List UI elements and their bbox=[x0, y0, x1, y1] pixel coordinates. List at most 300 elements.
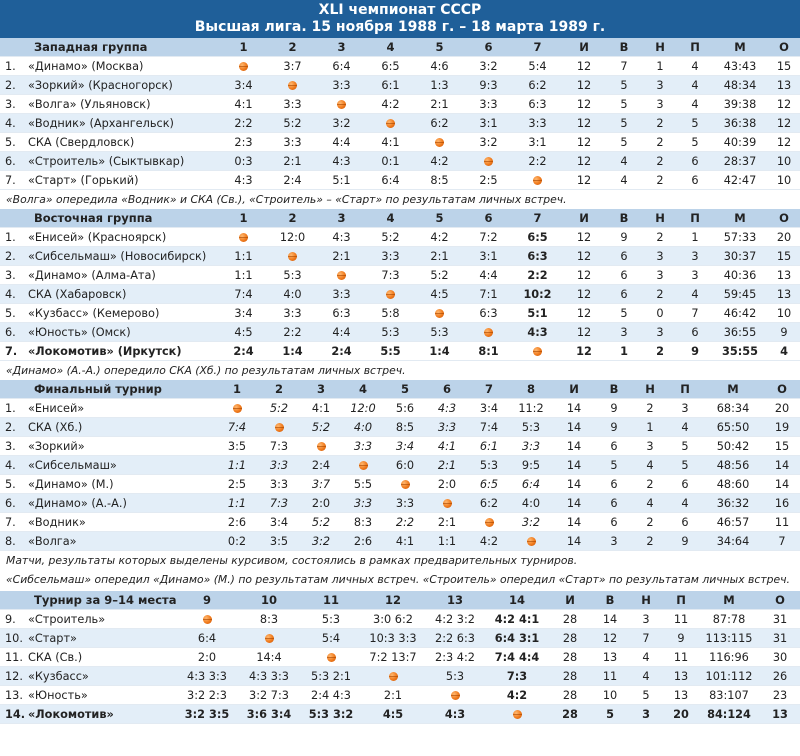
match-score: 2:3 4:2 bbox=[424, 648, 486, 667]
table-row bbox=[0, 76, 800, 95]
team-stat: 12 bbox=[562, 247, 606, 266]
match-score: 5:3 bbox=[300, 610, 362, 629]
match-score: 6:3 bbox=[464, 304, 513, 323]
place-number: 7. bbox=[0, 342, 26, 361]
match-score: 2:2 6:3 bbox=[424, 629, 486, 648]
match-score: 1:1 bbox=[219, 247, 268, 266]
match-score: 6:2 bbox=[513, 76, 562, 95]
stat-column-header: В bbox=[596, 380, 632, 399]
table-row bbox=[0, 686, 800, 705]
team-stat: 14 bbox=[552, 399, 596, 418]
bandy-ball-icon bbox=[533, 347, 542, 356]
stat-column-header: О bbox=[768, 38, 800, 57]
match-score: 4:6 bbox=[415, 57, 464, 76]
place-number: 1. bbox=[0, 228, 26, 247]
place-number: 4. bbox=[0, 285, 26, 304]
self-match-cell bbox=[238, 629, 300, 648]
standings-table bbox=[0, 209, 800, 361]
match-score: 5:3 bbox=[468, 456, 510, 475]
match-score: 2:1 bbox=[426, 456, 468, 475]
match-score: 12:0 bbox=[268, 228, 317, 247]
team-stat: 5 bbox=[606, 304, 642, 323]
place-number: 2. bbox=[0, 418, 26, 437]
place-number: 14. bbox=[0, 705, 26, 724]
team-stat: 48:34 bbox=[712, 76, 768, 95]
group-title: Восточная группа bbox=[0, 209, 219, 228]
match-score: 3:3 bbox=[366, 247, 415, 266]
team-name: «Строитель» bbox=[26, 610, 176, 629]
match-score: 4:3 bbox=[513, 323, 562, 342]
match-score: 4:4 bbox=[317, 323, 366, 342]
table-row bbox=[0, 667, 800, 686]
group-header-row bbox=[0, 591, 800, 610]
match-score: 6:3 bbox=[513, 95, 562, 114]
team-stat: 30 bbox=[760, 648, 800, 667]
team-stat: 4 bbox=[668, 418, 702, 437]
team-stat: 12 bbox=[562, 152, 606, 171]
bandy-ball-icon bbox=[317, 442, 326, 451]
stat-column-header: И bbox=[562, 38, 606, 57]
opponent-column-header: 13 bbox=[424, 591, 486, 610]
team-stat: 20 bbox=[764, 399, 800, 418]
self-match-cell bbox=[268, 76, 317, 95]
team-name: «Волга» bbox=[26, 532, 216, 551]
bandy-ball-icon bbox=[485, 518, 494, 527]
self-match-cell bbox=[464, 152, 513, 171]
team-stat: 83:107 bbox=[698, 686, 760, 705]
match-score: 1:4 bbox=[415, 342, 464, 361]
stat-column-header: В bbox=[592, 591, 628, 610]
opponent-column-header: 3 bbox=[317, 38, 366, 57]
match-score: 6:4 bbox=[366, 171, 415, 190]
match-score: 4:5 bbox=[415, 285, 464, 304]
bandy-ball-icon bbox=[239, 233, 248, 242]
stat-column-header: И bbox=[548, 591, 592, 610]
match-score: 5:6 bbox=[384, 399, 426, 418]
team-stat: 14 bbox=[764, 475, 800, 494]
place-number: 13. bbox=[0, 686, 26, 705]
league-dates: Высшая лига. 15 ноября 1988 г. – 18 марта 1989 г. bbox=[194, 19, 606, 35]
match-score: 7:3 bbox=[486, 667, 548, 686]
match-score: 2:2 bbox=[268, 323, 317, 342]
team-stat: 12 bbox=[562, 342, 606, 361]
self-match-cell bbox=[513, 342, 562, 361]
match-score: 4:5 bbox=[219, 323, 268, 342]
match-score: 3:1 bbox=[464, 247, 513, 266]
match-score: 4:4 bbox=[317, 133, 366, 152]
team-stat: 15 bbox=[764, 437, 800, 456]
bandy-ball-icon bbox=[327, 653, 336, 662]
opponent-column-header: 6 bbox=[464, 209, 513, 228]
match-score: 8:3 bbox=[238, 610, 300, 629]
match-score: 3:3 bbox=[342, 494, 384, 513]
team-stat: 4 bbox=[632, 494, 668, 513]
team-stat: 12 bbox=[768, 114, 800, 133]
team-stat: 1 bbox=[606, 342, 642, 361]
match-score: 3:6 3:4 bbox=[238, 705, 300, 724]
team-stat: 40:39 bbox=[712, 133, 768, 152]
team-stat: 12 bbox=[768, 95, 800, 114]
standings-table bbox=[0, 591, 800, 724]
team-stat: 3 bbox=[642, 266, 678, 285]
team-stat: 14 bbox=[552, 437, 596, 456]
opponent-column-header: 4 bbox=[366, 38, 415, 57]
match-score: 4:3 bbox=[317, 228, 366, 247]
match-score: 2:0 bbox=[176, 648, 238, 667]
team-stat: 1 bbox=[642, 57, 678, 76]
match-score: 10:3 3:3 bbox=[362, 629, 424, 648]
table-row bbox=[0, 532, 800, 551]
team-stat: 13 bbox=[592, 648, 628, 667]
team-stat: 36:38 bbox=[712, 114, 768, 133]
table-row bbox=[0, 323, 800, 342]
match-score: 2:1 bbox=[426, 513, 468, 532]
bandy-ball-icon bbox=[239, 62, 248, 71]
team-stat: 6 bbox=[678, 171, 712, 190]
match-score: 4:1 bbox=[426, 437, 468, 456]
team-stat: 6 bbox=[678, 152, 712, 171]
opponent-column-header: 8 bbox=[510, 380, 552, 399]
team-stat: 5 bbox=[606, 76, 642, 95]
team-stat: 84:124 bbox=[698, 705, 760, 724]
group-header-row bbox=[0, 38, 800, 57]
team-stat: 3 bbox=[642, 95, 678, 114]
team-stat: 46:42 bbox=[712, 304, 768, 323]
self-match-cell bbox=[415, 304, 464, 323]
page-header bbox=[0, 0, 800, 38]
bandy-ball-icon bbox=[386, 290, 395, 299]
team-stat: 19 bbox=[764, 418, 800, 437]
self-match-cell bbox=[317, 266, 366, 285]
bandy-ball-icon bbox=[451, 691, 460, 700]
team-stat: 13 bbox=[760, 705, 800, 724]
place-number: 3. bbox=[0, 437, 26, 456]
team-stat: 14 bbox=[764, 456, 800, 475]
match-score: 7:3 bbox=[366, 266, 415, 285]
team-name: «Динамо» (Алма-Ата) bbox=[26, 266, 219, 285]
team-stat: 6 bbox=[668, 475, 702, 494]
team-name: СКА (Свердловск) bbox=[26, 133, 219, 152]
match-score: 3:2 3:5 bbox=[176, 705, 238, 724]
team-stat: 11 bbox=[592, 667, 628, 686]
stat-column-header: М bbox=[698, 591, 760, 610]
place-number: 1. bbox=[0, 57, 26, 76]
team-stat: 3 bbox=[642, 323, 678, 342]
opponent-column-header: 11 bbox=[300, 591, 362, 610]
match-score: 3:5 bbox=[216, 437, 258, 456]
bandy-ball-icon bbox=[389, 672, 398, 681]
team-stat: 12 bbox=[562, 266, 606, 285]
opponent-column-header: 9 bbox=[176, 591, 238, 610]
match-score: 1:1 bbox=[219, 266, 268, 285]
team-stat: 6 bbox=[678, 323, 712, 342]
opponent-column-header: 10 bbox=[238, 591, 300, 610]
team-name: «Зоркий» (Красногорск) bbox=[26, 76, 219, 95]
team-stat: 10 bbox=[768, 171, 800, 190]
team-name: «Локомотив» (Иркутск) bbox=[26, 342, 219, 361]
self-match-cell bbox=[424, 686, 486, 705]
team-stat: 10 bbox=[768, 304, 800, 323]
team-name: СКА (Хабаровск) bbox=[26, 285, 219, 304]
match-score: 6:2 bbox=[468, 494, 510, 513]
match-score: 4:2 4:1 bbox=[486, 610, 548, 629]
team-stat: 30:37 bbox=[712, 247, 768, 266]
opponent-column-header: 12 bbox=[362, 591, 424, 610]
team-stat: 4 bbox=[768, 342, 800, 361]
match-score: 5:5 bbox=[342, 475, 384, 494]
team-stat: 28 bbox=[548, 610, 592, 629]
team-name: «Локомотив» bbox=[26, 705, 176, 724]
team-stat: 15 bbox=[768, 57, 800, 76]
team-stat: 10 bbox=[768, 152, 800, 171]
team-stat: 14 bbox=[552, 532, 596, 551]
match-score: 8:1 bbox=[464, 342, 513, 361]
team-name: «Водник» (Архангельск) bbox=[26, 114, 219, 133]
team-stat: 101:112 bbox=[698, 667, 760, 686]
team-name: «Сибсельмаш» bbox=[26, 456, 216, 475]
team-stat: 6 bbox=[596, 475, 632, 494]
team-stat: 48:60 bbox=[702, 475, 764, 494]
match-score: 4:0 bbox=[268, 285, 317, 304]
team-stat: 4 bbox=[632, 456, 668, 475]
match-score: 3:7 bbox=[268, 57, 317, 76]
team-stat: 5 bbox=[668, 456, 702, 475]
team-stat: 11 bbox=[664, 648, 698, 667]
opponent-column-header: 4 bbox=[366, 209, 415, 228]
team-stat: 2 bbox=[642, 342, 678, 361]
place-number: 6. bbox=[0, 323, 26, 342]
opponent-column-header: 5 bbox=[415, 38, 464, 57]
self-match-cell bbox=[384, 475, 426, 494]
opponent-column-header: 5 bbox=[415, 209, 464, 228]
bandy-ball-icon bbox=[359, 461, 368, 470]
team-stat: 20 bbox=[664, 705, 698, 724]
bandy-ball-icon bbox=[527, 537, 536, 546]
place-number: 12. bbox=[0, 667, 26, 686]
team-stat: 87:78 bbox=[698, 610, 760, 629]
match-score: 2:5 bbox=[464, 171, 513, 190]
match-score: 7:4 bbox=[219, 285, 268, 304]
match-score: 7:3 bbox=[258, 494, 300, 513]
self-match-cell bbox=[362, 667, 424, 686]
team-stat: 13 bbox=[768, 266, 800, 285]
match-score: 1:3 bbox=[415, 76, 464, 95]
match-score: 6:4 bbox=[317, 57, 366, 76]
stat-column-header: О bbox=[768, 209, 800, 228]
stat-column-header: О bbox=[764, 380, 800, 399]
match-score: 2:4 bbox=[219, 342, 268, 361]
opponent-column-header: 1 bbox=[219, 209, 268, 228]
match-score: 3:3 bbox=[268, 133, 317, 152]
match-score: 2:1 bbox=[362, 686, 424, 705]
team-stat: 2 bbox=[632, 399, 668, 418]
match-score: 4:4 bbox=[464, 266, 513, 285]
team-stat: 12 bbox=[562, 171, 606, 190]
stat-column-header: О bbox=[760, 591, 800, 610]
team-stat: 12 bbox=[562, 57, 606, 76]
opponent-column-header: 5 bbox=[384, 380, 426, 399]
team-name: «Сибсельмаш» (Новосибирск) bbox=[26, 247, 219, 266]
team-stat: 2 bbox=[632, 513, 668, 532]
team-stat: 6 bbox=[606, 285, 642, 304]
team-stat: 6 bbox=[596, 437, 632, 456]
match-score: 3:3 bbox=[317, 76, 366, 95]
table-row bbox=[0, 475, 800, 494]
opponent-column-header: 6 bbox=[426, 380, 468, 399]
match-score: 2:5 bbox=[216, 475, 258, 494]
match-score: 7:4 bbox=[216, 418, 258, 437]
team-stat: 35:55 bbox=[712, 342, 768, 361]
section-note: Матчи, результаты которых выделены курсивом, состоялись в рамках предварительных турниров. bbox=[0, 551, 800, 570]
bandy-ball-icon bbox=[435, 138, 444, 147]
team-stat: 14 bbox=[552, 475, 596, 494]
team-stat: 4 bbox=[678, 95, 712, 114]
team-stat: 2 bbox=[642, 171, 678, 190]
bandy-ball-icon bbox=[337, 271, 346, 280]
match-score: 3:5 bbox=[258, 532, 300, 551]
match-score: 5:4 bbox=[513, 57, 562, 76]
table-row bbox=[0, 57, 800, 76]
opponent-column-header: 2 bbox=[268, 209, 317, 228]
team-stat: 3 bbox=[628, 705, 664, 724]
team-stat: 2 bbox=[642, 228, 678, 247]
match-score: 3:4 bbox=[468, 399, 510, 418]
section-note: «Волга» опередила «Водник» и СКА (Св.), «Строитель» – «Старт» по результатам личных встреч. bbox=[0, 190, 800, 209]
self-match-cell bbox=[219, 228, 268, 247]
match-score: 3:7 bbox=[300, 475, 342, 494]
match-score: 2:1 bbox=[415, 247, 464, 266]
group-title: Западная группа bbox=[0, 38, 219, 57]
team-name: СКА (Хб.) bbox=[26, 418, 216, 437]
team-stat: 28 bbox=[548, 629, 592, 648]
match-score: 10:2 bbox=[513, 285, 562, 304]
match-score: 3:1 bbox=[464, 114, 513, 133]
match-score: 11:2 bbox=[510, 399, 552, 418]
match-score: 5:5 bbox=[366, 342, 415, 361]
team-stat: 12 bbox=[592, 629, 628, 648]
team-stat: 14 bbox=[592, 610, 628, 629]
match-score: 3:4 bbox=[384, 437, 426, 456]
match-score: 2:6 bbox=[216, 513, 258, 532]
match-score: 3:2 bbox=[464, 57, 513, 76]
bandy-ball-icon bbox=[288, 81, 297, 90]
team-stat: 20 bbox=[768, 228, 800, 247]
table-row bbox=[0, 648, 800, 667]
team-stat: 14 bbox=[552, 494, 596, 513]
team-stat: 12 bbox=[562, 228, 606, 247]
opponent-column-header: 2 bbox=[268, 38, 317, 57]
team-stat: 36:55 bbox=[712, 323, 768, 342]
match-score: 4:2 bbox=[415, 228, 464, 247]
table-row bbox=[0, 152, 800, 171]
match-score: 6:4 bbox=[510, 475, 552, 494]
team-stat: 5 bbox=[678, 114, 712, 133]
match-score: 0:3 bbox=[219, 152, 268, 171]
team-stat: 9 bbox=[596, 399, 632, 418]
group-title: Финальный турнир bbox=[0, 380, 216, 399]
table-row bbox=[0, 418, 800, 437]
match-score: 4:3 3:3 bbox=[238, 667, 300, 686]
self-match-cell bbox=[366, 285, 415, 304]
table-row bbox=[0, 133, 800, 152]
team-stat: 12 bbox=[562, 304, 606, 323]
match-score: 1:1 bbox=[216, 456, 258, 475]
table-row bbox=[0, 513, 800, 532]
match-score: 5:2 bbox=[366, 228, 415, 247]
team-stat: 6 bbox=[596, 513, 632, 532]
team-stat: 12 bbox=[768, 133, 800, 152]
team-stat: 59:45 bbox=[712, 285, 768, 304]
match-score: 3:3 bbox=[464, 95, 513, 114]
match-score: 3:2 7:3 bbox=[238, 686, 300, 705]
match-score: 3:3 bbox=[426, 418, 468, 437]
match-score: 2:1 bbox=[317, 247, 366, 266]
match-score: 7:3 bbox=[258, 437, 300, 456]
match-score: 9:5 bbox=[510, 456, 552, 475]
match-score: 5:2 bbox=[300, 418, 342, 437]
match-score: 5:8 bbox=[366, 304, 415, 323]
team-stat: 5 bbox=[606, 133, 642, 152]
opponent-column-header: 6 bbox=[464, 38, 513, 57]
stat-column-header: Н bbox=[642, 38, 678, 57]
team-stat: 2 bbox=[642, 133, 678, 152]
match-score: 6:3 bbox=[317, 304, 366, 323]
opponent-column-header: 7 bbox=[513, 38, 562, 57]
team-stat: 13 bbox=[664, 686, 698, 705]
standings-container bbox=[0, 38, 800, 724]
place-number: 4. bbox=[0, 456, 26, 475]
team-name: «Волга» (Ульяновск) bbox=[26, 95, 219, 114]
team-stat: 3 bbox=[628, 610, 664, 629]
stat-column-header: М bbox=[702, 380, 764, 399]
team-stat: 4 bbox=[628, 667, 664, 686]
team-stat: 23 bbox=[760, 686, 800, 705]
opponent-column-header: 7 bbox=[468, 380, 510, 399]
opponent-column-header: 4 bbox=[342, 380, 384, 399]
bandy-ball-icon bbox=[203, 615, 212, 624]
match-score: 4:1 bbox=[300, 399, 342, 418]
team-stat: 12 bbox=[562, 323, 606, 342]
match-score: 14:4 bbox=[238, 648, 300, 667]
match-score: 7:4 bbox=[468, 418, 510, 437]
table-row bbox=[0, 95, 800, 114]
match-score: 5:1 bbox=[513, 304, 562, 323]
team-name: «Кузбасс» bbox=[26, 667, 176, 686]
match-score: 3:3 bbox=[268, 95, 317, 114]
team-stat: 46:57 bbox=[702, 513, 764, 532]
table-row bbox=[0, 285, 800, 304]
team-stat: 113:115 bbox=[698, 629, 760, 648]
team-stat: 28 bbox=[548, 686, 592, 705]
team-stat: 9 bbox=[678, 342, 712, 361]
match-score: 7:1 bbox=[464, 285, 513, 304]
stat-column-header: П bbox=[664, 591, 698, 610]
match-score: 3:1 bbox=[513, 133, 562, 152]
stat-column-header: М bbox=[712, 38, 768, 57]
table-row bbox=[0, 437, 800, 456]
team-stat: 34:64 bbox=[702, 532, 764, 551]
match-score: 3:3 bbox=[317, 285, 366, 304]
team-stat: 4 bbox=[678, 76, 712, 95]
team-stat: 4 bbox=[678, 57, 712, 76]
match-score: 2:6 bbox=[342, 532, 384, 551]
opponent-column-header: 3 bbox=[317, 209, 366, 228]
bandy-ball-icon bbox=[435, 309, 444, 318]
bandy-ball-icon bbox=[484, 328, 493, 337]
self-match-cell bbox=[300, 437, 342, 456]
place-number: 4. bbox=[0, 114, 26, 133]
team-stat: 0 bbox=[642, 304, 678, 323]
